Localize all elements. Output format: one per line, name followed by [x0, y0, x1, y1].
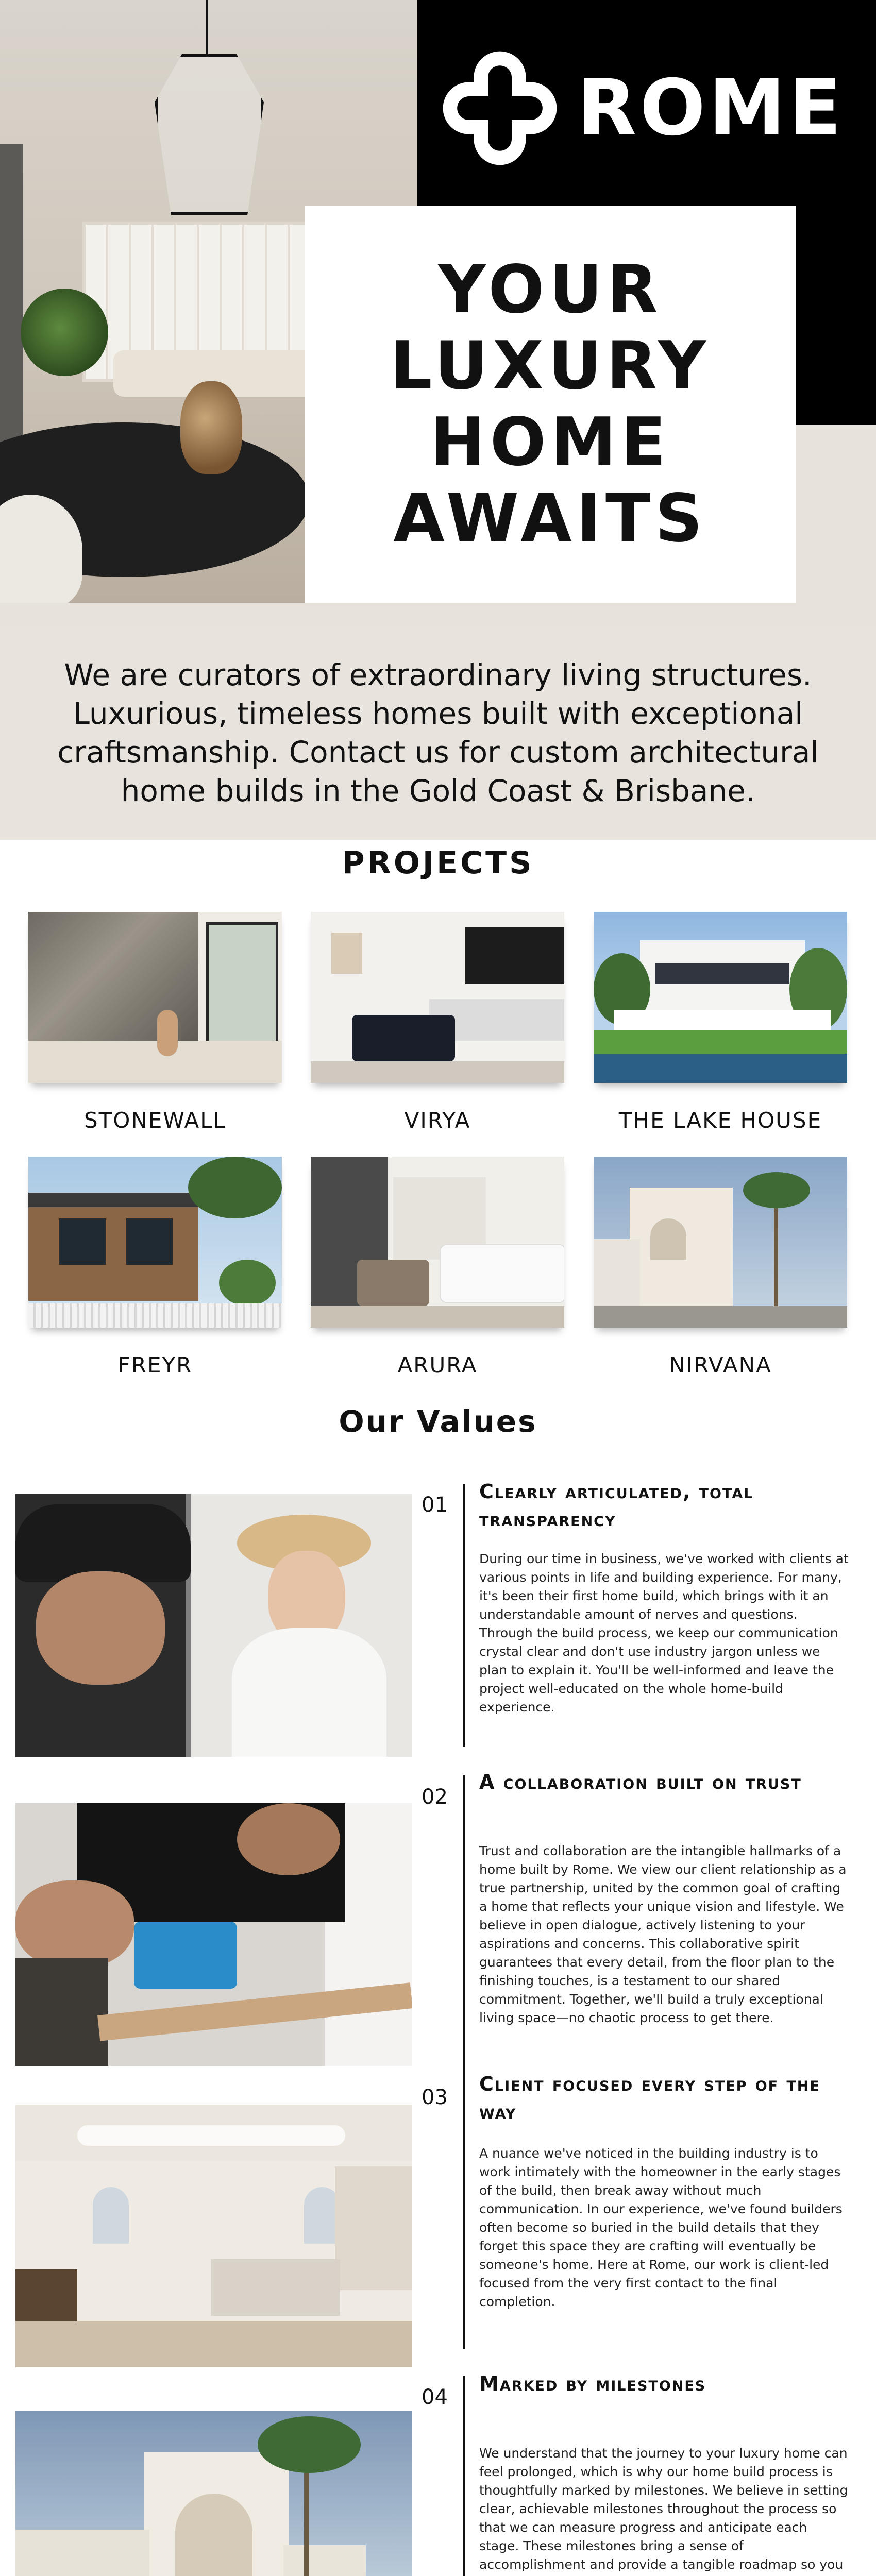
value-body: Trust and collaboration are the intangible hallmarks of a home built by Rome. We view our client relationship as a true partnership, united by the common goal of crafting a home that reflects your unique vision and lifestyle. We believe in open dialogue, actively listening to your aspirations and concerns. This collaborative spirit guarantees that every detail, from the floor plan to the finishing touches, is a testament to our shared commitment. Together, we'll build a truly exceptional living space—no chaotic process to get there. [479, 1843, 847, 2025]
value-number: 04 [422, 2385, 448, 2409]
project-image-freyr [28, 1157, 282, 1328]
value-number: 03 [422, 2086, 448, 2109]
value-divider [463, 1775, 465, 2079]
project-card-arura[interactable] [311, 1157, 564, 1378]
project-image-virya [311, 912, 564, 1083]
hero-title-card [305, 206, 796, 603]
value-image-client-focused [15, 2105, 412, 2367]
project-label: THE LAKE HOUSE [618, 1108, 822, 1133]
project-label: NIRVANA [669, 1352, 772, 1378]
value-divider [463, 2076, 465, 2349]
value-heading: A collaboration built on trust [479, 1771, 802, 1793]
rome-quatrefoil-logo-icon [441, 49, 559, 167]
value-body: During our time in business, we've worked with clients at various points in life and building experience. For many, it's been their first home build, which brings with it an understandable amount of nerves and questions. Through the build process, we keep our communication crystal clear and don't use industry jargon unless we plan to explain it. You'll be well-informed and leave the project well-educated on the whole home-build experience. [479, 1551, 849, 1715]
hero-title-line: AWAITS [393, 480, 707, 557]
intro-text: We are curators of extraordinary living structures. Luxurious, timeless homes built with exceptional craftsmanship. Contact us for custom architectural home builds in the Gold Coast & Brisbane. [57, 657, 819, 808]
value-image-collaboration [15, 1803, 412, 2066]
value-divider [463, 2376, 465, 2576]
value-divider [463, 1484, 465, 1747]
values-heading: Our Values [339, 1404, 537, 1439]
value-image-milestones [15, 2411, 412, 2576]
value-number: 02 [422, 1785, 448, 1809]
hero-title-line: LUXURY [390, 328, 711, 404]
value-body: A nuance we've noticed in the building industry is to work intimately with the homeowner in the early stages of the build, then break away without much communication. In our experience, we've found builders often become so buried in the build details that they forget this space they are crafting will eventually be someone's home. Here at Rome, our work is client-led focused from the very first contact to the final completion. [479, 2146, 843, 2309]
value-number: 01 [422, 1493, 448, 1517]
project-image-nirvana [594, 1157, 847, 1328]
value-heading: Client focused every step of the way [479, 2073, 820, 2123]
hero-title-line: HOME [430, 404, 671, 481]
project-label: ARURA [397, 1352, 478, 1378]
hero-title [390, 252, 711, 557]
projects-heading: PROJECTS [342, 845, 534, 881]
hero-section [0, 0, 876, 626]
brand-wordmark: ROME [577, 63, 845, 153]
project-label: VIRYA [404, 1108, 471, 1133]
intro-band [0, 626, 876, 840]
project-card-stonewall[interactable] [28, 912, 282, 1133]
project-image-arura [311, 1157, 564, 1328]
value-heading: Clearly articulated, total transparency [479, 1480, 754, 1531]
project-label: FREYR [117, 1352, 193, 1378]
value-image-transparency [15, 1494, 412, 1757]
value-body: We understand that the journey to your luxury home can feel prolonged, which is why our home build process is thoughtfully marked by milestones. We believe in setting clear, achievable milestones throughout the process so that we can measure progress and anticipate each stage. These milestones bring a sense of accomplishment and provide a tangible roadmap so you [479, 2446, 848, 2572]
value-heading: Marked by milestones [479, 2372, 706, 2395]
project-image-the-lake-house [594, 912, 847, 1083]
project-card-virya[interactable] [311, 912, 564, 1133]
project-card-the-lake-house[interactable] [594, 912, 847, 1133]
project-label: STONEWALL [83, 1108, 227, 1133]
project-card-nirvana[interactable] [594, 1157, 847, 1378]
project-card-freyr[interactable] [28, 1157, 282, 1378]
brand-logo-top[interactable] [441, 49, 845, 167]
hero-title-line: YOUR [438, 251, 663, 328]
project-image-stonewall [28, 912, 282, 1083]
